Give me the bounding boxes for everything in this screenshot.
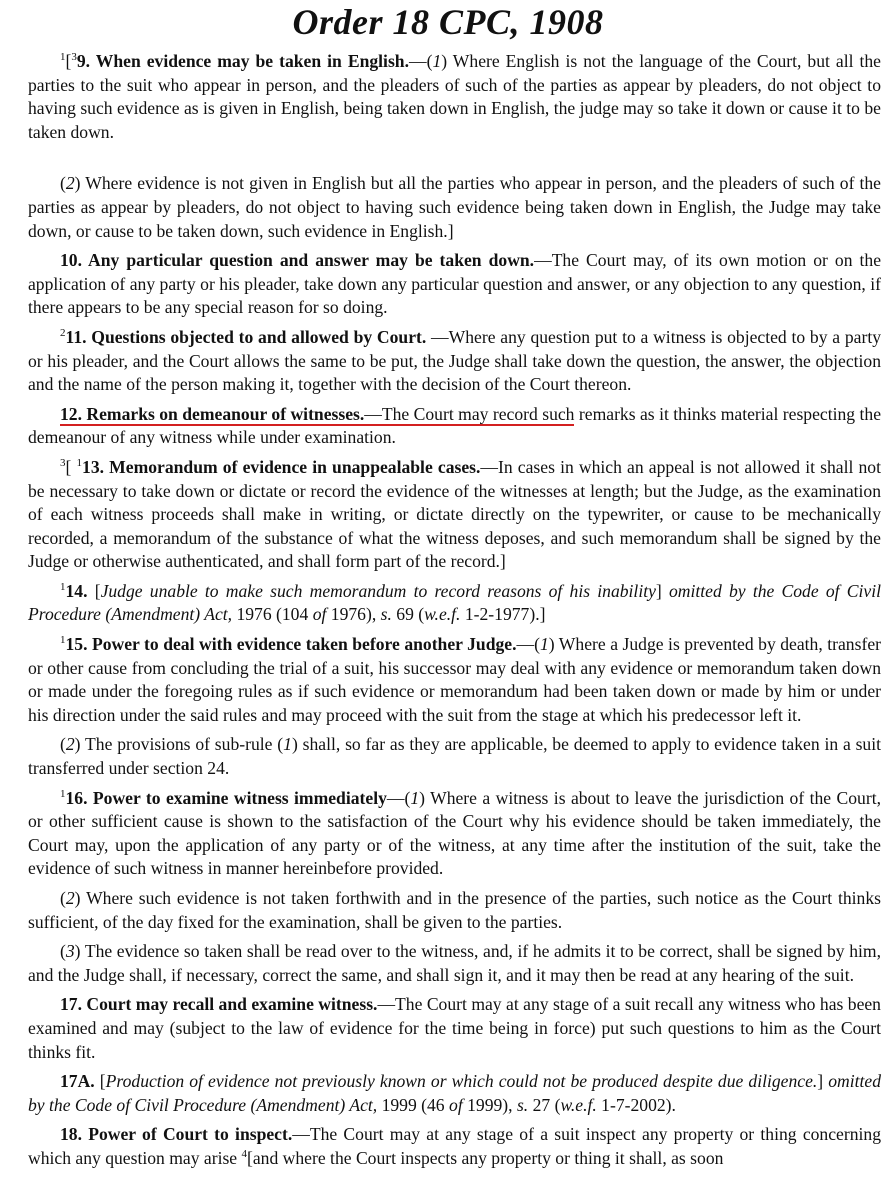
footnote-ref: 1 xyxy=(60,51,66,64)
footnote-ref: 1 xyxy=(60,787,66,800)
rule-11: $^2$11. Questions objected to and allowed by Court. —Where any question put to a witness is objected to by a party or his pleader, and the Court allows the same to be put, the Judge shall take down the question, the answer, the objection and the name of the person making it, together with the decision of the Court thereon. xyxy=(28,326,882,395)
rule-heading: 9. When evidence may be taken in English. xyxy=(76,51,409,71)
document-body xyxy=(0,44,896,1171)
rule-9-1: $^1$[$^3$9. When evidence may be taken in English.—(1) Where English is not the language of the Court, but all the parties to the suit who appear in person, and the pleaders of such of the parties as appear by pleaders, do not object to having such evidence as is given in English, being taken down in English, the judge may so take it down or cause it to be taken down. xyxy=(28,51,881,142)
rule-heading: 10. Any particular question and answer may be taken down. xyxy=(60,250,535,271)
rule-17a: 17A. [Production of evidence not previously known or which could not be produced despite due diligence.] omitted by the Code of Civil Procedure (Amendment) Act, 1999 (46 of 1999), s. 27 (w.e.f. 1-7-2002). xyxy=(28,1071,882,1115)
rule-16-3: (3) The evidence so taken shall be read over to the witness, and, if he admits it to be correct, shall be signed by him, and the Judge shall, if necessary, correct the same, and shall sign it, and it may then be read at any hearing of the suit. xyxy=(28,941,881,985)
page-title: Order 18 CPC, 1908 xyxy=(292,2,604,42)
footnote-ref: 1 xyxy=(60,634,66,647)
footnote-ref: 3 xyxy=(71,51,77,64)
footnote-ref: 3 xyxy=(60,457,66,470)
rule-18: 18. Power of Court to inspect.—The Court may at any stage of a suit inspect any property or thing concerning which any question may arise $^4$[and where the Court inspects any property or thing it shall, as soon xyxy=(28,1124,881,1168)
footnote-ref: 1 xyxy=(76,457,83,470)
rule-9-2: (2) Where evidence is not given in English but all the parties who appear in person, and the pleaders of such of the parties as appear by pleaders, do not object to having such evidence being taken down in English, the Judge may take down, or cause to be taken down, such evidence in English.] xyxy=(28,173,881,241)
rule-heading: 14. xyxy=(65,580,88,601)
rule-heading: 18. Power of Court to inspect. xyxy=(60,1124,293,1145)
rule-heading: 15. Power to deal with evidence taken before another Judge. xyxy=(65,634,517,655)
rule-13: $^3$[ $^1$13. Memorandum of evidence in unappealable cases.—In cases in which an appeal is not allowed it shall not be necessary to take down or dictate or record the evidence of the witnesses at length; but the Judge, as the examination of each witness proceeds shall make in writing, or dictate directly on the typewriter, or cause to be mechanically recorded, a memorandum of the substance of what the witness deposes, and such memorandum shall be signed by the Judge or otherwise authenticated, and shall form part of the record.] xyxy=(28,456,881,572)
rule-15-2: (2) The provisions of sub-rule (1) shall, so far as they are applicable, be deemed to apply to evidence taken in a suit transferred under section 24. xyxy=(28,734,882,779)
rule-heading: 17. Court may recall and examine witness. xyxy=(60,994,378,1015)
rule-10: 10. Any particular question and answer may be taken down.—The Court may, of its own motion or on the application of any party or his pleader, take down any particular question and answer, or any objection to any question, if there appears to be any special reason for so doing. xyxy=(28,250,881,318)
rule-15-1: $^1$15. Power to deal with evidence taken before another Judge.—(1) Where a Judge is prevented by death, transfer or other cause from concluding the trial of a suit, his successor may deal with any evidence or memorandum taken down or made under the foregoing rules as if such evidence or memorandum had been taken down or made by him or under his direction under the said rules and may proceed with the suit from the stage at which his predecessor left it. xyxy=(28,634,881,725)
rule-12: 12. Remarks on demeanour of witnesses.—The Court may record such remarks as it thinks material respecting the demeanour of any witness while under examination. xyxy=(28,403,882,448)
footnote-ref: 1 xyxy=(60,581,66,594)
rule-heading: 13. Memorandum of evidence in unappealable cases. xyxy=(82,456,481,477)
footnote-ref: 4 xyxy=(241,1148,248,1161)
rule-16-2: (2) Where such evidence is not taken forthwith and in the presence of the parties, such notice as the Court thinks sufficient, of the day fixed for the examination, shall be given to the parties. xyxy=(28,888,881,932)
rule-14: $^1$14. [Judge unable to make such memorandum to record reasons of his inability] omitted by the Code of Civil Procedure (Amendment) Act, 1976 (104 of 1976), s. 69 (w.e.f. 1-2-1977).] xyxy=(28,580,881,625)
highlight-underline: 12. Remarks on demeanour of witnesses.—The Court may record such xyxy=(60,403,575,424)
rule-heading: 12. Remarks on demeanour of witnesses. xyxy=(60,403,365,424)
footnote-ref: 2 xyxy=(60,327,66,340)
rule-heading: 11. Questions objected to and allowed by Court. xyxy=(65,326,427,347)
rule-heading: 17A. xyxy=(60,1071,95,1092)
rule-16-1: $^1$16. Power to examine witness immediately—(1) Where a witness is about to leave the jurisdiction of the Court, or other sufficient cause is shown to the satisfaction of the Court why his evidence should be taken immediately, the Court may, upon the application of any party or of the witness, at any time after the institution of the suit, take the evidence of such witness in manner hereinbefore provided. xyxy=(28,787,881,879)
rule-heading: 16. Power to examine witness immediately xyxy=(65,787,387,808)
rule-17: 17. Court may recall and examine witness.—The Court may at any stage of a suit recall any witness who has been examined and may (subject to the law of evidence for the time being in force) put such questions to him as the Court thinks fit. xyxy=(28,994,881,1062)
